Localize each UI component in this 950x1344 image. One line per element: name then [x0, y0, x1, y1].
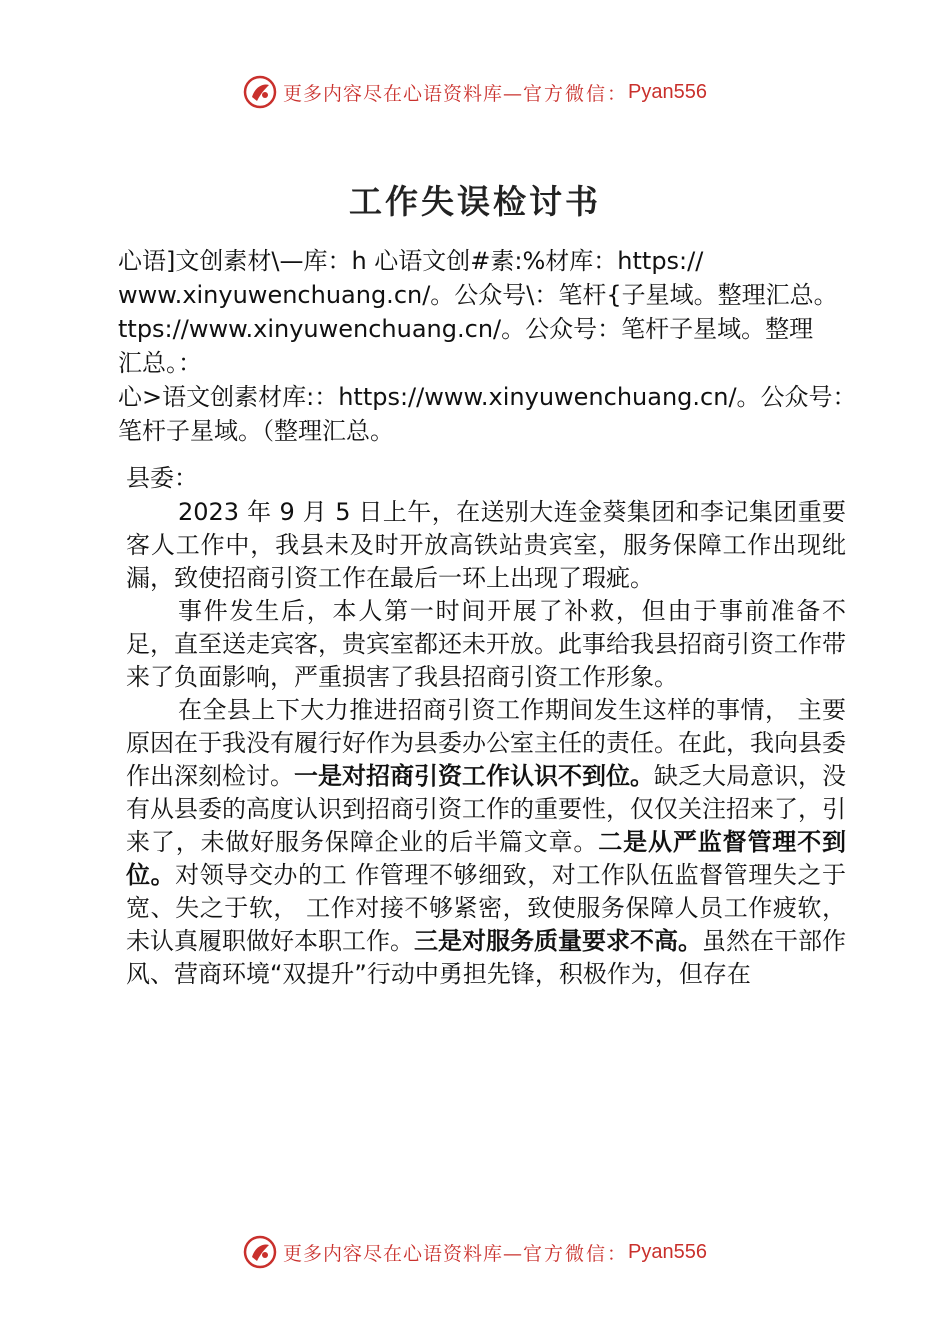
para3-bold-point-1: 一是对招商引资工作认识不到位。: [294, 762, 654, 790]
banner-wechat-id: Pyan556: [628, 80, 707, 103]
banner-wechat-id: Pyan556: [628, 1240, 707, 1263]
watermark-line: 笔杆子星域。（整理汇总。: [118, 417, 394, 445]
banner-wechat-label: 官方微信：: [523, 1242, 629, 1265]
para3-text-4: 虽然在干部作风、营商环境“双提升”行动中勇担先锋，积极作为，但存在: [126, 927, 846, 988]
document-body: [126, 496, 846, 991]
banner-text: 更多内容尽在心语资料库—: [283, 82, 524, 105]
watermark-line: ttps://www.xinyuwenchuang.cn/。公众号：笔杆子星域。整理: [118, 315, 814, 343]
header-banner: [0, 72, 950, 112]
para3-text-2: 缺乏大局意识，没有从县委的高度认识到招商引资工作的重要性，仅仅关注招来了，引来了，未做好服务保障企业的后半篇文章。: [126, 762, 846, 856]
para3-bold-point-2: 二是从严监督管理不到位。: [126, 828, 847, 889]
brand-logo-icon: [243, 1235, 277, 1269]
watermark-line: 汇总。：: [118, 349, 202, 377]
para3-text-3: 对领导交办的工 作管理不够细致，对工作队伍监督管理失之于宽、失之于软， 工作对接不够紧密，致使服务保障人员工作疲软，未认真履职做好本职工作。: [126, 861, 846, 955]
document-title: 工作失误检讨书: [349, 182, 601, 221]
para3-text-1: 在全县上下大力推进招商引资工作期间发生这样的事情， 主要原因在于我没有履行好作为县委办公室主任的责任。在此，我向县委作出深刻检讨。: [126, 696, 846, 790]
footer-banner: [0, 1232, 950, 1272]
para3-bold-point-3: 三是对服务质量要求不高。: [414, 927, 702, 955]
watermark-line: www.xinyuwenchuang.cn/。公众号\：笔杆{子星域。整理汇总。: [118, 281, 838, 309]
brand-logo-icon: [243, 75, 277, 109]
paragraph-3: [126, 694, 846, 991]
banner-text: 更多内容尽在心语资料库—: [283, 1242, 524, 1265]
addressee: 县委：: [126, 464, 198, 492]
paragraph-1: 2023 年 9 月 5 日上午，在送别大连金葵集团和李记集团重要客人工作中，我县未及时开放高铁站贵宾室，服务保障工作出现纰漏，致使招商引资工作在最后一环上出现了瑕疵。: [126, 498, 846, 592]
watermark-line: 心语]文创素材\—库：h 心语文创#素:%材库：https://: [118, 247, 704, 275]
watermark-line: 心>语文创素材库:：https://www.xinyuwenchuang.cn/。公众号：: [118, 383, 857, 411]
banner-wechat-label: 官方微信：: [523, 82, 629, 105]
watermark-text-block: [118, 244, 878, 448]
paragraph-2: 事件发生后，本人第一时间开展了补救，但由于事前准备不足，直至送走宾客，贵宾室都还未开放。此事给我县招商引资工作带来了负面影响，严重损害了我县招商引资工作形象。: [126, 597, 846, 691]
